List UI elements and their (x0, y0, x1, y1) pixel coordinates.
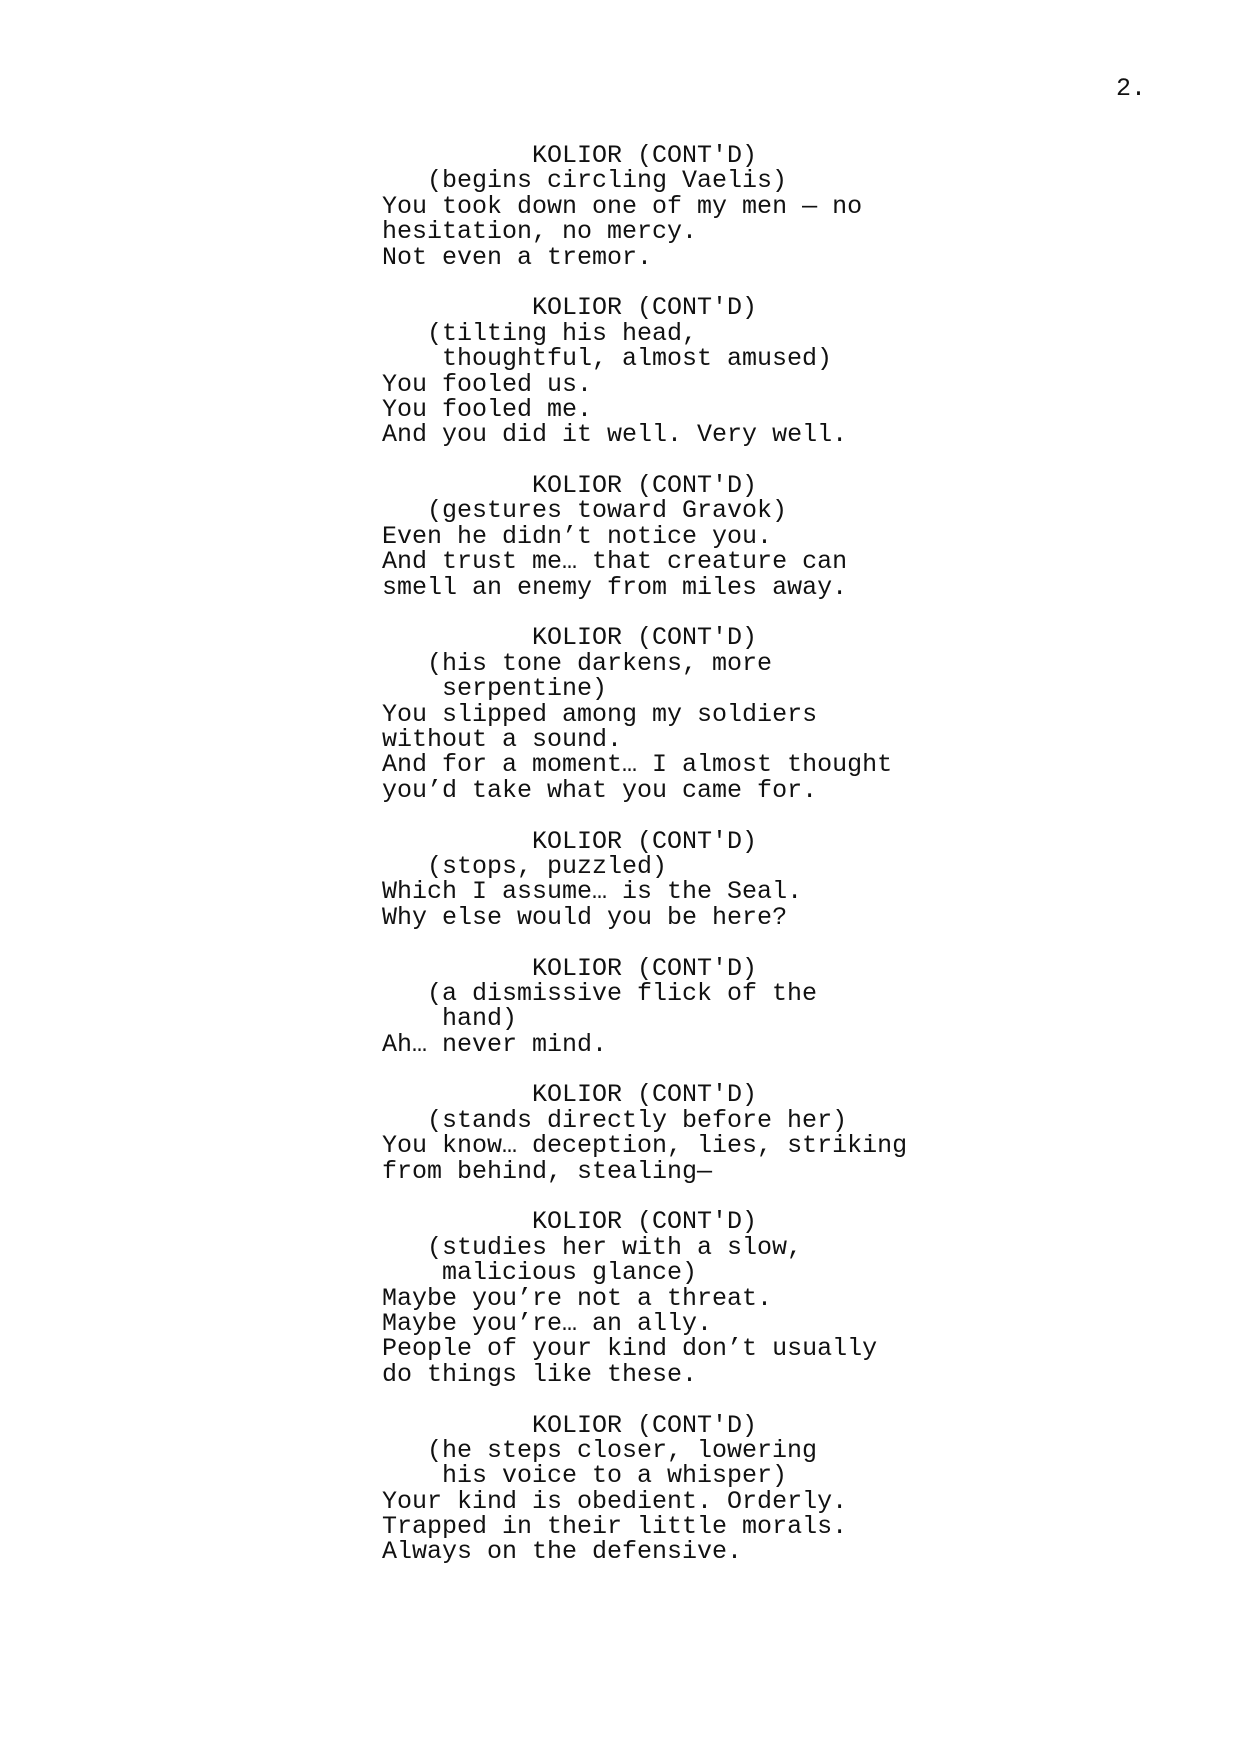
parenthetical-line: thoughtful, almost amused) (442, 344, 833, 374)
dialogue-block (382, 826, 1142, 932)
character-name: KOLIOR (CONT'D) (532, 826, 758, 856)
dialogue-line: without a sound. (382, 724, 623, 754)
dialogue-line: And trust me… that creature can (382, 547, 848, 577)
dialogue-line: smell an enemy from miles away. (382, 572, 848, 602)
dialogue-line: Even he didn’t notice you. (382, 521, 773, 551)
character-name: KOLIOR (CONT'D) (532, 623, 758, 653)
dialogue-line: And for a moment… I almost thought (382, 750, 893, 780)
dialogue-line: Which I assume… is the Seal. (382, 877, 803, 907)
dialogue-line: Always on the defensive. (382, 1537, 743, 1567)
screenplay-body (382, 143, 1142, 1590)
parenthetical-line: hand) (442, 1004, 518, 1034)
dialogue-line: You fooled me. (382, 394, 593, 424)
dialogue-line: Trapped in their little morals. (382, 1512, 848, 1542)
dialogue-block (382, 953, 1142, 1059)
dialogue-block (382, 143, 1142, 270)
parenthetical-line: (he steps closer, lowering (427, 1435, 818, 1465)
dialogue-line: do things like these. (382, 1359, 698, 1389)
character-name: KOLIOR (CONT'D) (532, 293, 758, 323)
character-name: KOLIOR (CONT'D) (532, 953, 758, 983)
parenthetical-line: (gestures toward Gravok) (427, 496, 788, 526)
character-name: KOLIOR (CONT'D) (532, 1080, 758, 1110)
dialogue-line: Why else would you be here? (382, 902, 788, 932)
parenthetical-line: (begins circling Vaelis) (427, 166, 788, 196)
dialogue-line: You took down one of my men — no (382, 191, 863, 221)
dialogue-block (382, 1082, 1142, 1184)
character-name: KOLIOR (CONT'D) (532, 471, 758, 501)
dialogue-line: You slipped among my soldiers (382, 699, 818, 729)
dialogue-line: You know… deception, lies, striking (382, 1131, 908, 1161)
dialogue-line: People of your kind don’t usually (382, 1334, 878, 1364)
parenthetical-line: malicious glance) (442, 1258, 698, 1288)
dialogue-line: Ah… never mind. (382, 1029, 608, 1059)
dialogue-block (382, 293, 1142, 450)
dialogue-block (382, 1410, 1142, 1567)
dialogue-line: And you did it well. Very well. (382, 420, 848, 450)
dialogue-line: from behind, stealing— (382, 1156, 713, 1186)
parenthetical-line: (stands directly before her) (427, 1105, 848, 1135)
dialogue-line: Maybe you’re… an ally. (382, 1308, 713, 1338)
parenthetical-line: (stops, puzzled) (427, 851, 668, 881)
dialogue-line: Your kind is obedient. Orderly. (382, 1486, 848, 1516)
parenthetical-line: serpentine) (442, 674, 608, 704)
character-name: KOLIOR (CONT'D) (532, 1410, 758, 1440)
parenthetical-line: (tilting his head, (427, 318, 698, 348)
parenthetical-line: (his tone darkens, more (427, 648, 773, 678)
dialogue-line: you’d take what you came for. (382, 775, 818, 805)
character-name: KOLIOR (CONT'D) (532, 141, 758, 170)
parenthetical-line: his voice to a whisper) (442, 1461, 788, 1491)
dialogue-line: Not even a tremor. (382, 242, 653, 272)
parenthetical-line: (a dismissive flick of the (427, 978, 818, 1008)
dialogue-line: Maybe you’re not a threat. (382, 1283, 773, 1313)
page-number: 2. (1116, 74, 1147, 103)
character-name: KOLIOR (CONT'D) (532, 1207, 758, 1237)
parenthetical-line: (studies her with a slow, (427, 1232, 803, 1262)
dialogue-block (382, 1209, 1142, 1387)
dialogue-block (382, 625, 1142, 803)
dialogue-line: hesitation, no mercy. (382, 217, 698, 247)
dialogue-block (382, 473, 1142, 600)
dialogue-line: You fooled us. (382, 369, 593, 399)
